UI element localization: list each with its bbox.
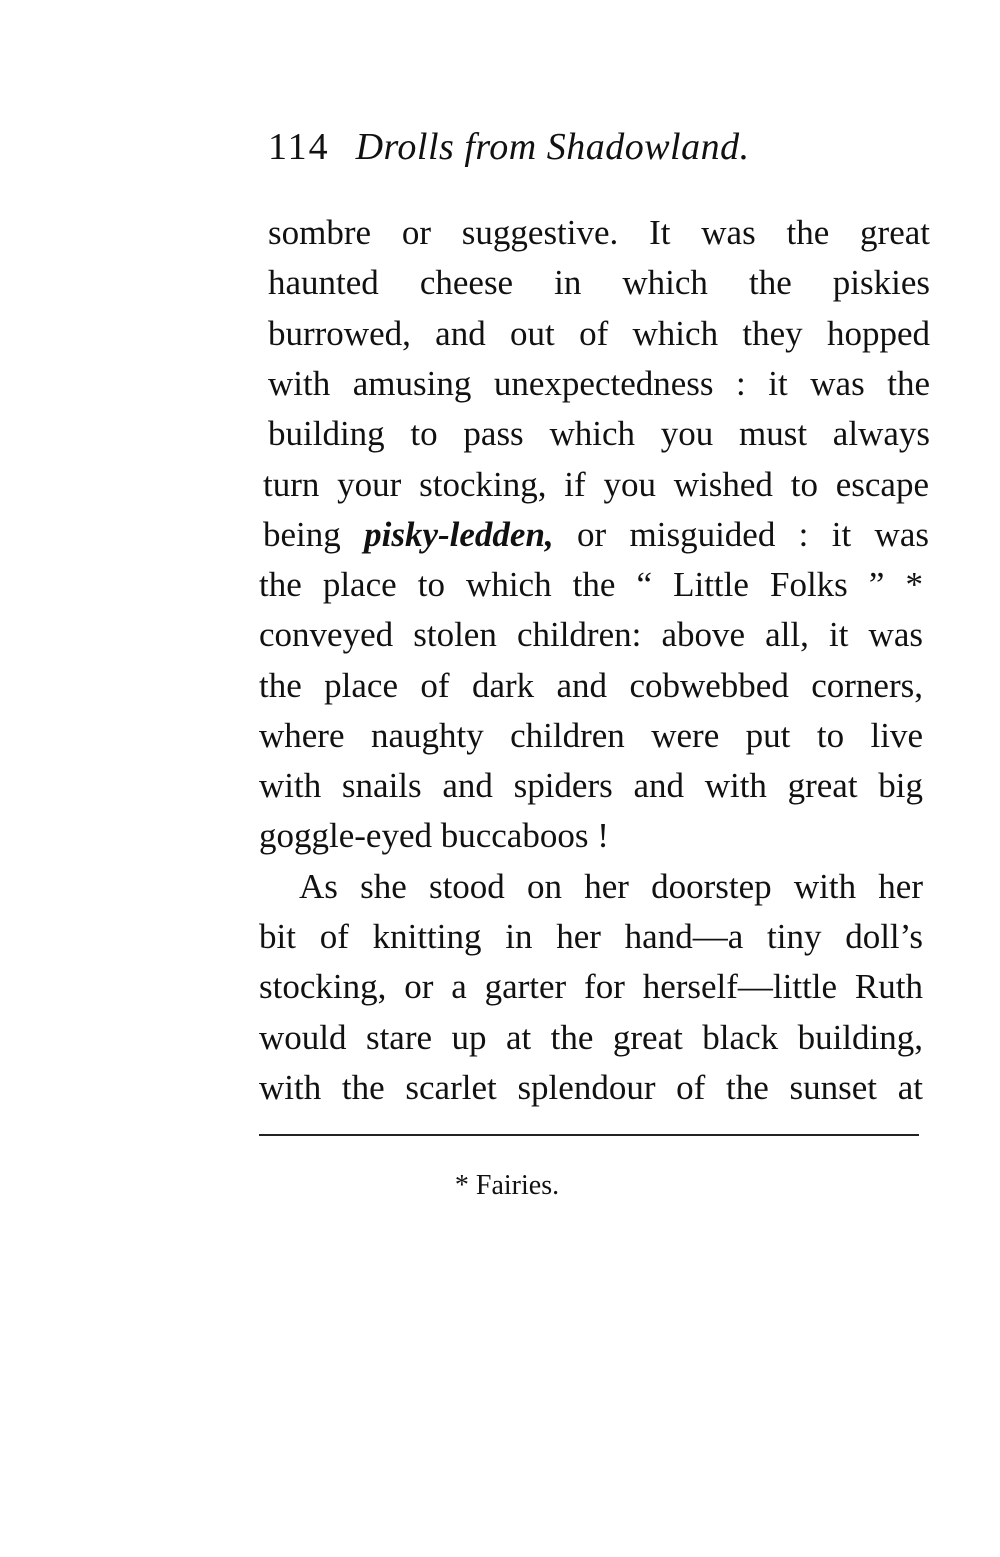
text-line: turn your stocking, if you wished to escape bbox=[263, 464, 929, 504]
text-line: with snails and spiders and with great big bbox=[259, 766, 923, 806]
book-title: Drolls from Shadowland. bbox=[355, 126, 750, 168]
paragraph-end-line: goggle-eyed buccaboos ! bbox=[259, 816, 609, 856]
text-line: building to pass which you must always bbox=[268, 414, 930, 454]
footnote-text: * Fairies. bbox=[454, 1170, 560, 1201]
text-line: where naughty children were put to live bbox=[259, 715, 923, 755]
page-number: 114 bbox=[268, 126, 330, 168]
text-line: with the scarlet splendour of the sunset at bbox=[259, 1067, 923, 1107]
footnote-rule bbox=[259, 1134, 919, 1136]
text-fragment: being bbox=[263, 514, 365, 554]
text-line: would stare up at the great black building, bbox=[259, 1017, 923, 1057]
text-line: with amusing unexpectedness : it was the bbox=[268, 363, 930, 403]
paragraph-start-line: As she stood on her doorstep with her bbox=[299, 866, 923, 906]
text-line: bit of knitting in her hand—a tiny doll’s bbox=[259, 917, 923, 957]
body-text-lower bbox=[259, 560, 923, 1113]
text-line: sombre or suggestive. It was the great bbox=[268, 213, 930, 252]
text-line: the place of dark and cobwebbed corners, bbox=[259, 665, 923, 705]
running-head bbox=[268, 122, 928, 172]
body-text-continued bbox=[263, 460, 929, 561]
italic-term: pisky-ledden, bbox=[364, 514, 554, 554]
text-line: burrowed, and out of which they hopped bbox=[268, 313, 930, 353]
text-line: haunted cheese in which the piskies bbox=[268, 263, 930, 303]
footnote bbox=[259, 1168, 919, 1204]
body-text bbox=[268, 208, 930, 459]
text-line-with-italic bbox=[263, 510, 929, 560]
text-fragment: or misguided : it was bbox=[553, 514, 929, 554]
text-line: stocking, or a garter for herself—little Ruth bbox=[259, 967, 923, 1007]
text-line: conveyed stolen children: above all, it was bbox=[259, 615, 923, 655]
text-line: the place to which the “ Little Folks ” * bbox=[259, 565, 923, 604]
